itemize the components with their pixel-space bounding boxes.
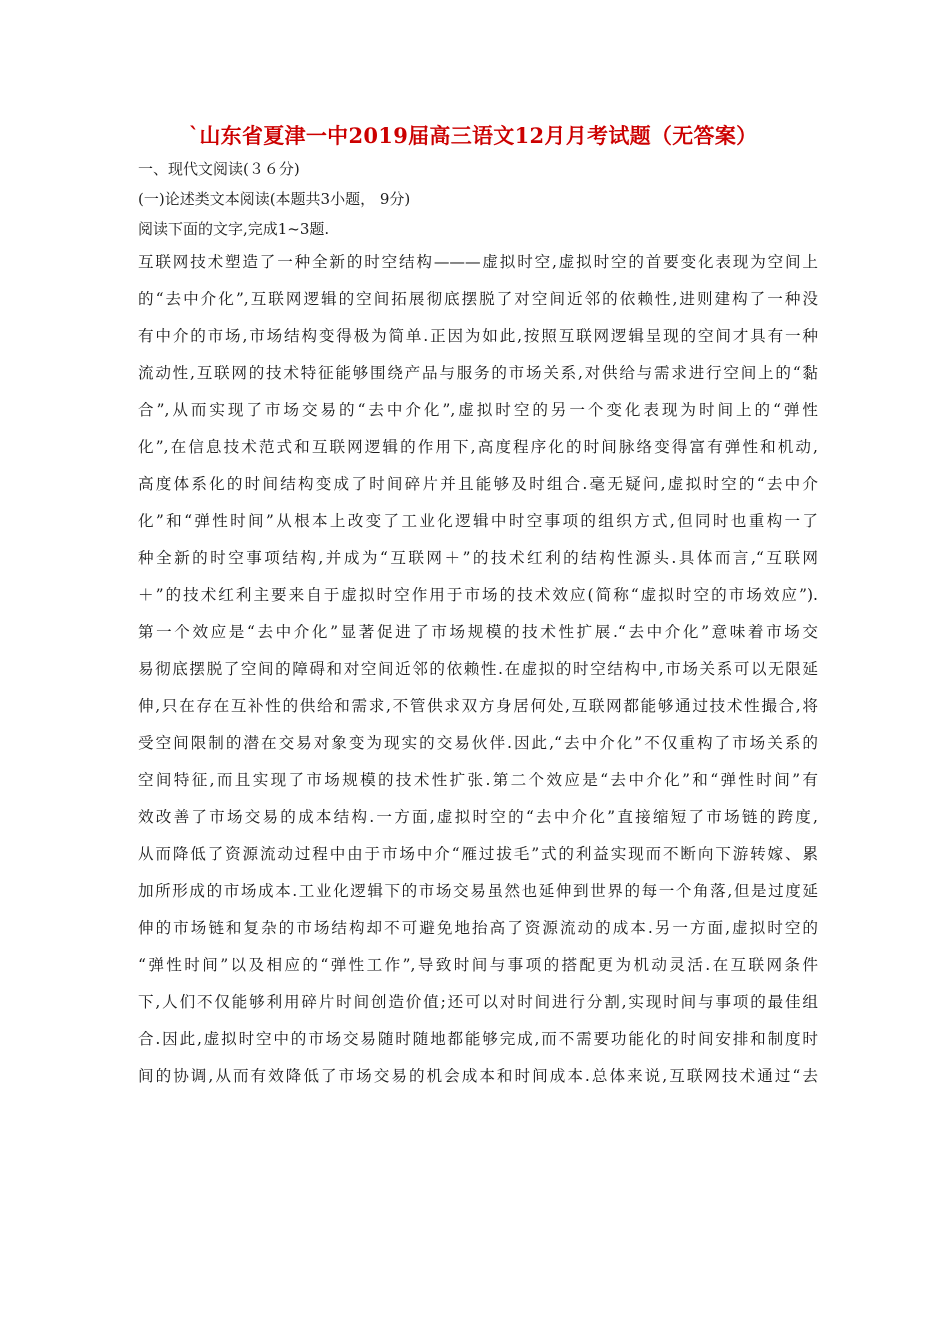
passage-line: 第一个效应是“去中介化”显著促进了市场规模的技术性扩展.“去中介化”意味着市场交 bbox=[138, 623, 818, 641]
passage-line: 种全新的时空事项结构,并成为“互联网＋”的技术红利的结构性源头.具体而言,“互联网 bbox=[138, 549, 818, 567]
reading-instruction: 阅读下面的文字,完成1~3题. bbox=[138, 220, 330, 238]
passage-line: 效改善了市场交易的成本结构.一方面,虚拟时空的“去中介化”直接缩短了市场链的跨度, bbox=[138, 808, 818, 826]
passage-line: “弹性时间”以及相应的“弹性工作”,导致时间与事项的搭配更为机动灵活.在互联网条件 bbox=[138, 956, 818, 974]
passage-line: 伸,只在存在互补性的供给和需求,不管供求双方身居何处,互联网都能够通过技术性撮合,将 bbox=[138, 697, 818, 715]
passage-line: 下,人们不仅能够利用碎片时间创造价值;还可以对时间进行分割,实现时间与事项的最佳组 bbox=[138, 993, 818, 1011]
passage-line: 化”和“弹性时间”从根本上改变了工业化逻辑中时空事项的组织方式,但同时也重构一了 bbox=[138, 512, 818, 530]
passage-line: ＋”的技术红利主要来自于虚拟时空作用于市场的技术效应(简称“虚拟时空的市场效应”). bbox=[138, 586, 818, 604]
passage-line: 合”,从而实现了市场交易的“去中介化”,虚拟时空的另一个变化表现为时间上的“弹性 bbox=[138, 401, 818, 419]
passage-body bbox=[138, 244, 818, 1095]
passage-line: 空间特征,而且实现了市场规模的技术性扩张.第二个效应是“去中介化”和“弹性时间”有 bbox=[138, 771, 818, 789]
section-heading: 一、现代文阅读(３６分) bbox=[138, 160, 300, 178]
document-title: `山东省夏津一中2019届高三语文12月月考试题（无答案） bbox=[188, 123, 758, 148]
passage-line: 流动性,互联网的技术特征能够围绕产品与服务的市场关系,对供给与需求进行空间上的“黏 bbox=[138, 364, 818, 382]
subsection-heading: (一)论述类文本阅读(本题共3小题， 9分) bbox=[138, 190, 411, 208]
document-page bbox=[138, 118, 818, 1095]
passage-line: 易彻底摆脱了空间的障碍和对空间近邻的依赖性.在虚拟的时空结构中,市场关系可以无限延 bbox=[138, 660, 818, 678]
passage-line: 伸的市场链和复杂的市场结构却不可避免地抬高了资源流动的成本.另一方面,虚拟时空的 bbox=[138, 919, 818, 937]
passage-line: 从而降低了资源流动过程中由于市场中介“雁过拔毛”式的利益实现而不断向下游转嫁、累 bbox=[138, 845, 818, 863]
passage-line: 互联网技术塑造了一种全新的时空结构———虚拟时空,虚拟时空的首要变化表现为空间上 bbox=[138, 253, 818, 271]
passage-line: 化”,在信息技术范式和互联网逻辑的作用下,高度程序化的时间脉络变得富有弹性和机动, bbox=[138, 438, 818, 456]
passage-line: 的“去中介化”,互联网逻辑的空间拓展彻底摆脱了对空间近邻的依赖性,进则建构了一种没 bbox=[138, 290, 818, 308]
passage-line: 间的协调,从而有效降低了市场交易的机会成本和时间成本.总体来说,互联网技术通过“去 bbox=[138, 1067, 818, 1085]
passage-line: 合.因此,虚拟时空中的市场交易随时随地都能够完成,而不需要功能化的时间安排和制度时 bbox=[138, 1030, 818, 1048]
passage-line: 加所形成的市场成本.工业化逻辑下的市场交易虽然也延伸到世界的每一个角落,但是过度延 bbox=[138, 882, 818, 900]
passage-line: 受空间限制的潜在交易对象变为现实的交易伙伴.因此,“去中介化”不仅重构了市场关系的 bbox=[138, 734, 818, 752]
passage-line: 有中介的市场,市场结构变得极为简单.正因为如此,按照互联网逻辑呈现的空间才具有一种 bbox=[138, 327, 818, 345]
passage-line: 高度体系化的时间结构变成了时间碎片并且能够及时组合.毫无疑问,虚拟时空的“去中介 bbox=[138, 475, 818, 493]
